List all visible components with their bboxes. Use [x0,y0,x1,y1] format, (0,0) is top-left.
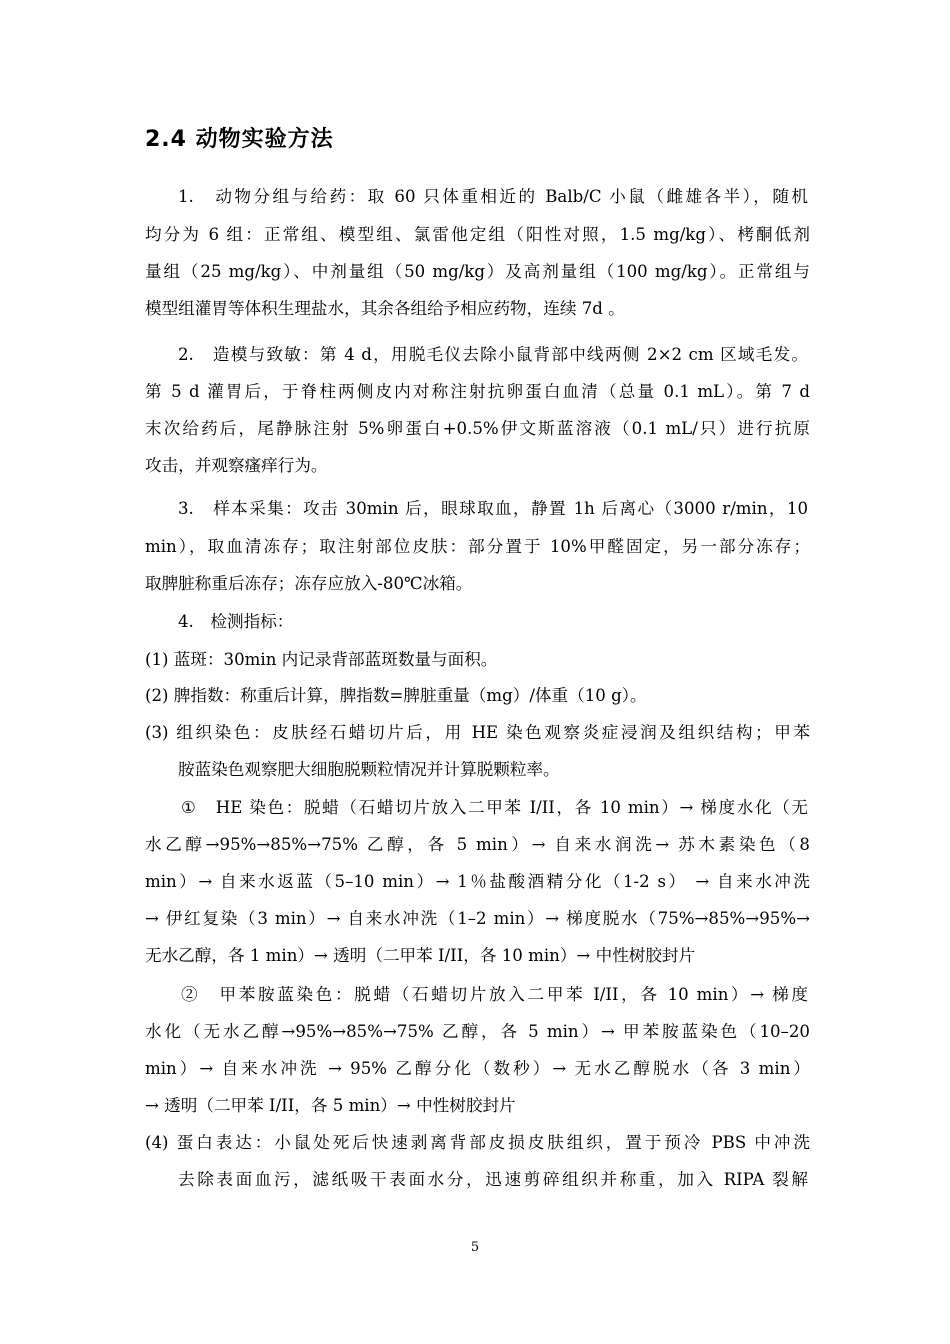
paragraph-line: 水化（无水乙醇→95%→85%→75% 乙醇，各 5 min）→ 甲苯胺蓝染色（10–20 [145,1022,810,1041]
page-number: 5 [470,1240,480,1255]
paragraph-line: ② 甲苯胺蓝染色：脱蜡（石蜡切片放入二甲苯 I/II，各 10 min）→ 梯度 [181,985,808,1004]
paragraph-line: 取脾脏称重后冻存；冻存应放入-80℃冰箱。 [145,574,473,593]
paragraph-line: 水乙醇→95%→85%→75% 乙醇，各 5 min）→ 自来水润洗→ 苏木素染色（8 [145,835,810,854]
paragraph-line: min），取血清冻存；取注射部位皮肤：部分置于 10%甲醛固定，另一部分冻存； [145,537,810,556]
paragraph-line: min）→ 自来水冲洗 → 95% 乙醇分化（数秒）→ 无水乙醇脱水（各 3 min） [145,1059,810,1078]
paragraph-line: 均分为 6 组：正常组、模型组、氯雷他定组（阳性对照，1.5 mg/kg）、栲酮低剂 [145,225,810,244]
paragraph-line: 2. 造模与致敏：第 4 d，用脱毛仪去除小鼠背部中线两侧 2×2 cm 区域毛发。 [178,345,808,364]
paragraph-line: 无水乙醇，各 1 min）→ 透明（二甲苯 I/II，各 10 min）→ 中性树胶封片 [145,946,696,965]
paragraph-line: 模型组灌胃等体积生理盐水，其余各组给予相应药物，连续 7d 。 [145,299,625,318]
paragraph-line: 4. 检测指标： [178,612,294,631]
list-item: (4) 蛋白表达：小鼠处死后快速剥离背部皮损皮肤组织，置于预冷 PBS 中冲洗 [145,1133,810,1152]
paragraph-line: 1. 动物分组与给药：取 60 只体重相近的 Balb/C 小鼠（雌雄各半），随机 [178,187,808,206]
list-item-continuation: 去除表面血污，滤纸吸干表面水分，迅速剪碎组织并称重，加入 RIPA 裂解 [178,1170,808,1189]
list-item-continuation: 胺蓝染色观察肥大细胞脱颗粒情况并计算脱颗粒率。 [178,760,560,779]
list-item: (3) 组织染色：皮肤经石蜡切片后，用 HE 染色观察炎症浸润及组织结构；甲苯 [145,723,810,742]
section-heading: 2.4 动物实验方法 [145,127,334,152]
list-item: (2) 脾指数：称重后计算，脾指数=脾脏重量（mg）/体重（10 g）。 [145,686,647,705]
paragraph-line: → 透明（二甲苯 I/II，各 5 min）→ 中性树胶封片 [145,1096,516,1115]
paragraph-line: 第 5 d 灌胃后，于脊柱两侧皮内对称注射抗卵蛋白血清（总量 0.1 mL）。第 7 d [145,382,810,401]
paragraph-line: 攻击，并观察瘙痒行为。 [145,456,328,475]
paragraph-line: ① HE 染色：脱蜡（石蜡切片放入二甲苯 I/II，各 10 min）→ 梯度水化（无 [181,798,808,817]
list-item: (1) 蓝斑：30min 内记录背部蓝斑数量与面积。 [145,650,498,669]
paragraph-line: min）→ 自来水返蓝（5–10 min）→ 1％盐酸酒精分化（1-2 s） → 自来水冲洗 [145,872,810,891]
paragraph-line: 3. 样本采集：攻击 30min 后，眼球取血，静置 1h 后离心（3000 r/min，10 [178,499,808,518]
paragraph-line: 末次给药后，尾静脉注射 5%卵蛋白+0.5%伊文斯蓝溶液（0.1 mL/只）进行抗原 [145,419,810,438]
paragraph-line: → 伊红复染（3 min）→ 自来水冲洗（1–2 min）→ 梯度脱水（75%→85%→95%→ [145,909,810,928]
paragraph-line: 量组（25 mg/kg）、中剂量组（50 mg/kg）及高剂量组（100 mg/kg）。正常组与 [145,262,810,281]
